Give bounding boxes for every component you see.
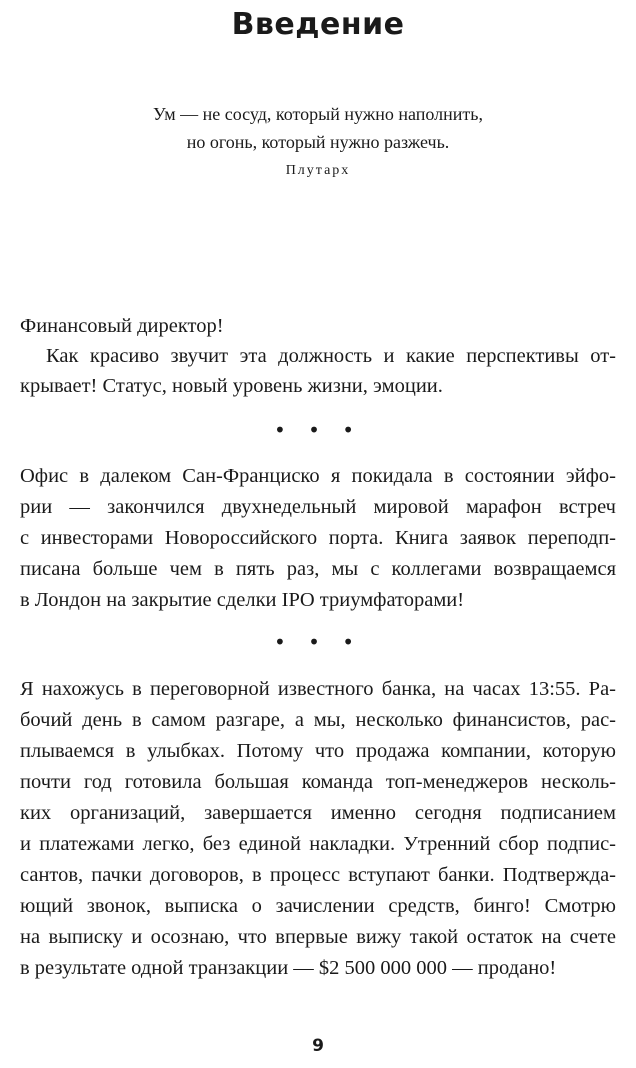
paragraph-line: ких организаций, завершается именно сегодня подписанием — [20, 802, 616, 824]
paragraph-line: крывает! Статус, новый уровень жизни, эмоции. — [20, 375, 443, 397]
paragraph-line: и платежами легко, без единой накладки. Утренний сбор подпис- — [20, 833, 616, 855]
paragraph-line: бочий день в самом разгаре, а мы, несколько финансистов, рас- — [20, 709, 616, 731]
paragraph-line: плываемся в улыбках. Потому что продажа компании, которую — [20, 740, 616, 762]
epigraph-line-2: но огонь, который нужно разжечь. — [186, 132, 450, 152]
paragraph-line: рии — закончился двухнедельный мировой марафон встреч — [20, 496, 616, 518]
chapter-title: Введение — [231, 7, 405, 42]
paragraph-line: ющий звонок, выписка о зачислении средств, бинго! Смотрю — [20, 895, 616, 917]
paragraph-line: Как красиво звучит эта должность и какие перспективы от- — [46, 345, 616, 367]
paragraph-line: в результате одной транзакции — $2 500 000 000 — продано! — [20, 957, 557, 979]
paragraph-line: в Лондон на закрытие сделки IPO триумфаторами! — [20, 589, 465, 611]
paragraph-line: с инвесторами Новороссийского порта. Книга заявок переподп- — [20, 527, 616, 549]
paragraph-line: на выписку и осознаю, что впервые вижу такой остаток на счете — [20, 926, 616, 948]
section-separator: • • • — [273, 418, 363, 442]
paragraph-line: писана больше чем в пять раз, мы с коллегами возвращаемся — [20, 558, 616, 580]
paragraph-line: сантов, пачки договоров, в процесс вступают банки. Подтвержда- — [20, 864, 616, 886]
section-separator: • • • — [273, 630, 363, 654]
paragraph-line: Я нахожусь в переговорной известного банка, на часах 13:55. Ра- — [20, 678, 616, 700]
epigraph-author: Плутарх — [285, 163, 351, 178]
page-number: 9 — [312, 1036, 324, 1056]
paragraph-line: Офис в далеком Сан-Франциско я покидала в состоянии эйфо- — [20, 465, 616, 487]
epigraph-line-1: Ум — не сосуд, который нужно наполнить, — [153, 104, 483, 124]
paragraph-line: Финансовый директор! — [20, 315, 224, 337]
paragraph-line: почти год готовила большая команда топ-менеджеров несколь- — [20, 771, 616, 793]
